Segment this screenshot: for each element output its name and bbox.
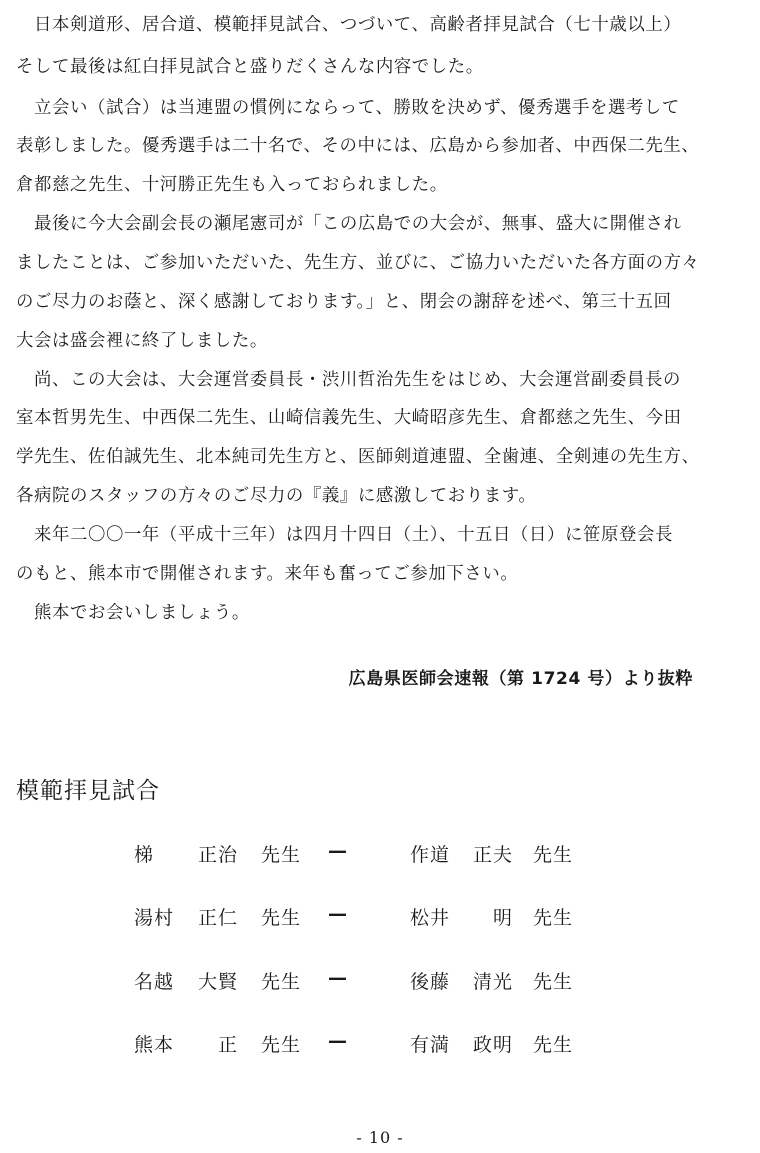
- versus-dash: —: [328, 967, 348, 989]
- body-line-8: のご尽力のお蔭と、深く感謝しております。」と、閉会の謝辞を述べ、第三十五回: [16, 292, 672, 312]
- right-given-name: 清光: [472, 971, 513, 993]
- left-honorific: 先生: [261, 844, 302, 866]
- body-line-13: 各病院のスタッフの方々のご尽力の『義』に感激しております。: [16, 486, 537, 506]
- left-honorific: 先生: [261, 971, 302, 993]
- left-given-name: 大賢: [197, 971, 238, 993]
- body-line-7: ましたことは、ご参加いただいた、先生方、並びに、ご協力いただいた各方面の方々: [16, 253, 700, 273]
- match-row-4: [0, 1030, 760, 1058]
- right-family-name: 作道: [410, 844, 451, 866]
- versus-dash: —: [328, 1030, 348, 1052]
- body-line-4: 表彰しました。優秀選手は二十名で、その中には、広島から参加者、中西保二先生、: [16, 136, 700, 156]
- left-honorific: 先生: [261, 1034, 302, 1056]
- match-row-2: [0, 903, 760, 931]
- left-family-name: 熊本: [134, 1034, 175, 1056]
- match-row-1: [0, 840, 760, 868]
- body-line-16: 熊本でお会いしましょう。: [16, 603, 250, 623]
- right-family-name: 松井: [410, 907, 451, 929]
- right-given-name: 正夫: [472, 844, 513, 866]
- left-honorific: 先生: [261, 907, 302, 929]
- left-family-name: 名越: [134, 971, 175, 993]
- left-family-name: 湯村: [134, 907, 175, 929]
- left-given-name: 正: [217, 1034, 238, 1056]
- body-line-1: 日本剣道形、居合道、模範拝見試合、つづいて、高齢者拝見試合（七十歳以上）: [16, 15, 682, 35]
- right-family-name: 有満: [410, 1034, 451, 1056]
- body-line-3: 立会い（試合）は当連盟の慣例にならって、勝敗を決めず、優秀選手を選考して: [16, 98, 680, 118]
- right-honorific: 先生: [533, 1034, 574, 1056]
- body-line-15: のもと、熊本市で開催されます。来年も奮ってご参加下さい。: [16, 564, 519, 584]
- body-line-10: 尚、この大会は、大会運営委員長・渋川哲治先生をはじめ、大会運営副委員長の: [16, 370, 681, 390]
- page-number: - 10 -: [356, 1128, 404, 1147]
- left-given-name: 正仁: [197, 907, 238, 929]
- body-line-2: そして最後は紅白拝見試合と盛りだくさんな内容でした。: [16, 57, 484, 77]
- right-family-name: 後藤: [410, 971, 451, 993]
- body-line-9: 大会は盛会裡に終了しました。: [16, 331, 268, 351]
- left-given-name: 正治: [197, 844, 238, 866]
- section-title: 模範拝見試合: [16, 778, 160, 804]
- body-line-14: 来年二〇〇一年（平成十三年）は四月十四日（土）、十五日（日）に笹原登会長: [16, 525, 673, 545]
- source-citation: 広島県医師会速報（第 1724 号）より抜粋: [348, 669, 693, 689]
- body-line-6: 最後に今大会副会長の瀬尾憲司が「この広島での大会が、無事、盛大に開催され: [16, 214, 682, 234]
- body-line-11: 室本哲男先生、中西保二先生、山崎信義先生、大崎昭彦先生、倉都慈之先生、今田: [16, 408, 682, 428]
- right-honorific: 先生: [533, 844, 574, 866]
- right-given-name: 明: [492, 907, 513, 929]
- left-family-name: 梯: [134, 844, 155, 866]
- right-given-name: 政明: [472, 1034, 513, 1056]
- right-honorific: 先生: [533, 971, 574, 993]
- match-row-3: [0, 967, 760, 995]
- versus-dash: —: [328, 840, 348, 862]
- body-line-5: 倉都慈之先生、十河勝正先生も入っておられました。: [16, 175, 448, 195]
- versus-dash: —: [328, 903, 348, 925]
- body-line-12: 学先生、佐伯誠先生、北本純司先生方と、医師剣道連盟、全歯連、全剣連の先生方、: [16, 447, 700, 467]
- right-honorific: 先生: [533, 907, 574, 929]
